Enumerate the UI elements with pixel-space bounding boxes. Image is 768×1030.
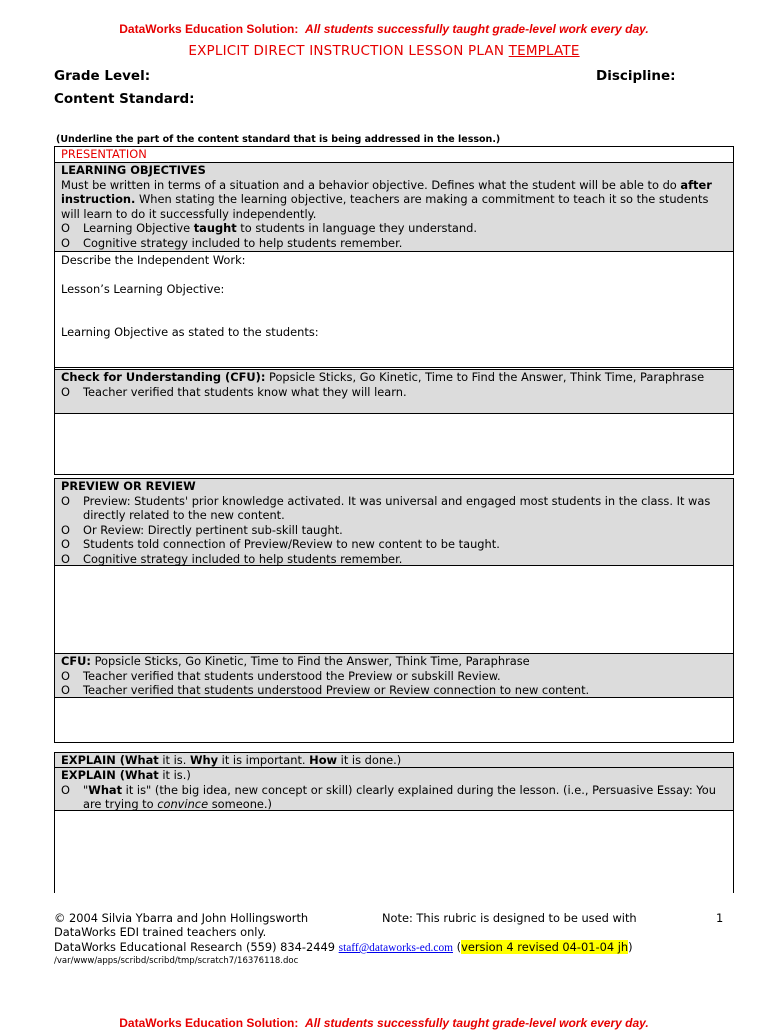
preview-bullet-3 (55, 537, 733, 552)
lo-text-part1: Must be written in terms of a situation and a behavior objective. Defines what the student will be able to do (61, 177, 681, 192)
explain-b1-a: " (83, 782, 89, 797)
preview-b1: Preview: Students' prior knowledge activated. It was universal and engaged most students in the class. It was directly related to the new content. (83, 493, 711, 522)
cfu-text (55, 370, 733, 385)
explain-h-t2: it is important. (218, 753, 310, 767)
presentation-heading-row (55, 147, 733, 163)
presentation-heading: PRESENTATION (61, 147, 147, 161)
preview-bullet-1 (55, 494, 733, 523)
lo-text-bold: after instruction. (61, 177, 712, 206)
next-tagline: All students successfully taught grade-level work every day. (305, 1016, 649, 1030)
preview-cfu-methods: Popsicle Sticks, Go Kinetic, Time to Find the Answer, Think Time, Paraphrase (90, 654, 530, 668)
preview-review-table (54, 478, 734, 743)
bullet-mark: O (61, 235, 70, 250)
presentation-table (54, 146, 734, 475)
version-highlight: version 4 revised 04-01-04 jh (461, 940, 629, 954)
learning-objective-students: Learning Objective as stated to the students: (61, 325, 319, 339)
explain-sub-t: it is.) (158, 768, 191, 782)
title-template: TEMPLATE (508, 43, 580, 59)
bullet-mark: O (61, 221, 70, 235)
document-title (0, 43, 768, 59)
explain-sub-bold1: EXPLAIN ( (61, 768, 125, 782)
preview-b4: Cognitive strategy included to help students remember. (83, 551, 403, 566)
footer-contact: DataWorks Educational Research (559) 834-2449 (54, 940, 336, 954)
preview-cfu-bullet-1 (55, 669, 733, 684)
explain-b1-b: it is" (the big idea, new concept or skill) clearly explained during the lesson. (i.e., Persuasive Essay: You are trying to (83, 782, 716, 811)
lo-b2: Cognitive strategy included to help students remember. (83, 235, 403, 250)
footer-copyright: © 2004 Silvia Ybarra and John Hollingsworth (54, 911, 309, 925)
independent-work-row[interactable] (55, 253, 733, 370)
learning-objectives-text (55, 178, 733, 222)
bullet-mark: O (61, 537, 70, 551)
content-standard-label: Content Standard: (54, 91, 195, 107)
preview-cfu-response-box[interactable] (55, 698, 733, 742)
next-page-header (0, 1016, 768, 1030)
bullet-mark: O (61, 782, 70, 797)
preview-bullet-4 (55, 552, 733, 567)
explain-heading-row (55, 753, 733, 768)
bullet-mark: O (61, 384, 70, 399)
explain-what-row (55, 768, 733, 811)
cfu-methods: Popsicle Sticks, Go Kinetic, Time to Find the Answer, Think Time, Paraphrase (265, 370, 705, 384)
lo-bullet-1 (55, 221, 733, 236)
preview-cfu-b1: Teacher verified that students understood the Preview or subskill Review. (83, 668, 501, 683)
bullet-mark: O (61, 551, 70, 566)
preview-bullet-2 (55, 523, 733, 538)
cfu-b1: Teacher verified that students know what they will learn. (83, 384, 407, 399)
title-main: EXPLICIT DIRECT INSTRUCTION LESSON PLAN (188, 43, 505, 59)
cfu-bullet-1 (55, 385, 733, 400)
preview-b2: Or Review: Directly pertinent sub-skill taught. (83, 522, 343, 537)
org-name: DataWorks Education Solution: (119, 22, 299, 36)
next-org-name: DataWorks Education Solution: (119, 1016, 299, 1030)
bullet-mark: O (61, 493, 70, 508)
cfu-response-box[interactable] (55, 414, 733, 474)
explain-bullet-1 (55, 783, 733, 812)
preview-review-heading: PREVIEW OR REVIEW (61, 479, 196, 493)
explain-response-box[interactable] (55, 811, 733, 891)
preview-cfu-label: CFU: (61, 654, 91, 668)
preview-cfu-bullet-2 (55, 683, 733, 698)
preview-cfu-text (55, 654, 733, 669)
tagline-text: All students successfully taught grade-level work every day. (305, 22, 649, 36)
preview-response-box[interactable] (55, 566, 733, 654)
explain-sub-bold2: What (124, 768, 159, 782)
discipline-label: Discipline: (596, 68, 676, 84)
explain-h-t3: it is done.) (337, 753, 402, 767)
bullet-mark: O (61, 668, 70, 683)
lo-b1-b: to students in language they understand. (236, 221, 477, 235)
paren-open: ( (453, 940, 462, 954)
footer-note: Note: This rubric is designed to be used with (382, 911, 637, 925)
lo-bullet-2 (55, 236, 733, 251)
page-number: 1 (716, 911, 724, 925)
describe-independent-work: Describe the Independent Work: (61, 253, 246, 267)
explain-table (54, 752, 734, 893)
learning-objectives-row (55, 163, 733, 252)
explain-b1-c: someone.) (208, 797, 272, 811)
underline-note: (Underline the part of the content standard that is being addressed in the lesson.) (56, 134, 501, 145)
bullet-mark: O (61, 683, 70, 697)
explain-h-bold1: EXPLAIN (What (61, 753, 159, 767)
cfu-label: Check for Understanding (CFU): (61, 370, 266, 384)
explain-subheading (55, 768, 733, 783)
lo-b1-a: Learning Objective (83, 221, 194, 235)
lo-b1-bold: taught (193, 221, 237, 235)
cfu-row (55, 370, 733, 414)
explain-h-bold3: How (309, 753, 338, 767)
grade-level-label: Grade Level: (54, 68, 151, 84)
explain-b1-bold: What (88, 782, 123, 797)
paren-close: ) (628, 940, 633, 954)
learning-objectives-heading: LEARNING OBJECTIVES (61, 163, 206, 177)
file-path: /var/www/apps/scribd/scribd/tmp/scratch7/16376118.doc (54, 956, 299, 966)
footer-line3 (54, 940, 633, 954)
footer-line2: DataWorks EDI trained teachers only. (54, 925, 267, 939)
email-link[interactable]: staff@dataworks-ed.com (338, 942, 453, 954)
preview-cfu-b2: Teacher verified that students understood Preview or Review connection to new content. (83, 683, 590, 697)
bullet-mark: O (61, 522, 70, 537)
explain-heading (55, 753, 733, 768)
preview-review-row (55, 479, 733, 566)
header-tagline (0, 22, 768, 36)
explain-b1-em: convince (157, 797, 209, 811)
preview-b3: Students told connection of Preview/Review to new content to be taught. (83, 537, 500, 551)
lesson-learning-objective: Lesson’s Learning Objective: (61, 281, 225, 296)
explain-h-bold2: Why (189, 753, 219, 767)
preview-cfu-row (55, 654, 733, 698)
explain-h-t1: it is. (158, 753, 190, 767)
lo-text-part2: When stating the learning objective, teachers are making a commitment to teach it so the students will learn to do it successfully independently. (61, 192, 709, 221)
